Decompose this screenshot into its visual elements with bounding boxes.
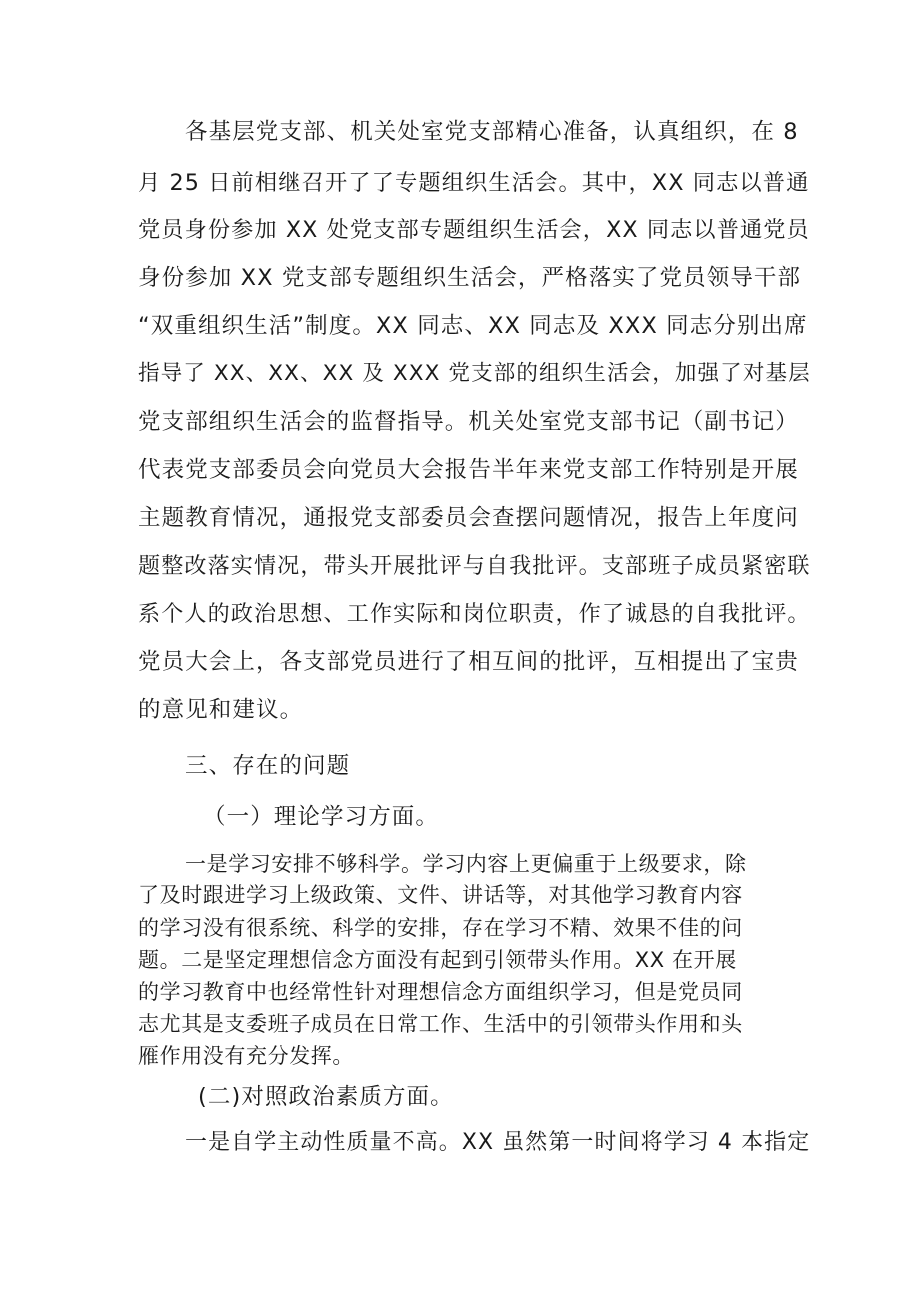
section-heading: 三、存在的问题 <box>185 753 351 779</box>
paragraph-1-line-7: 党支部组织生活会的监督指导。机关处室党支部书记（副书记） <box>138 409 799 435</box>
paragraph-1-line-9: 主题教育情况，通报党支部委员会查摆问题情况，报告上年度问 <box>138 505 799 531</box>
paragraph-1-line-6: 指导了 XX、XX、XX 及 XXX 党支部的组织生活会，加强了对基层 <box>138 361 811 386</box>
paragraph-1-line-1: 各基层党支部、机关处室党支部精心准备，认真组织，在 8 <box>185 119 799 145</box>
paragraph-2-line-7: 雁作用没有充分发挥。 <box>138 1044 354 1068</box>
paragraph-1-line-4: 身份参加 XX 党支部专题组织生活会，严格落实了党员领导干部 <box>138 265 802 291</box>
paragraph-2-line-3: 的学习没有很系统、科学的安排，存在学习不精、效果不佳的问 <box>138 916 743 940</box>
paragraph-1-line-12: 党员大会上，各支部党员进行了相互间的批评，互相提出了宝贵 <box>138 649 799 675</box>
paragraph-1-line-11: 系个人的政治思想、工作实际和岗位职责，作了诚恳的自我批评。 <box>138 601 811 627</box>
paragraph-2-line-1: 一是学习安排不够科学。学习内容上更偏重于上级要求，除 <box>185 852 747 876</box>
paragraph-2-line-5: 的学习教育中也经常性针对理想信念方面组织学习，但是党员同 <box>138 980 743 1004</box>
paragraph-1-line-13: 的意见和建议。 <box>138 697 304 723</box>
subheading-theory-study: （一）理论学习方面。 <box>203 804 440 830</box>
paragraph-1-line-10: 题整改落实情况，带头开展批评与自我批评。支部班子成员紧密联 <box>138 553 811 579</box>
paragraph-1-line-5: “双重组织生活”制度。XX 同志、XX 同志及 XXX 同志分别出席 <box>138 313 808 339</box>
paragraph-1-line-3: 党员身份参加 XX 处党支部专题组织生活会，XX 同志以普通党员 <box>138 217 810 243</box>
paragraph-2-line-4: 题。二是坚定理想信念方面没有起到引领带头作用。XX 在开展 <box>138 948 737 972</box>
paragraph-3-line-1: 一是自学主动性质量不高。XX 虽然第一时间将学习 4 本指定 <box>185 1130 811 1155</box>
paragraph-1-line-8: 代表党支部委员会向党员大会报告半年来党支部工作特别是开展 <box>138 457 799 483</box>
paragraph-1-line-2: 月 25 日前相继召开了了专题组织生活会。其中，XX 同志以普通 <box>138 170 810 196</box>
paragraph-2-line-2: 了及时跟进学习上级政策、文件、讲话等，对其他学习教育内容 <box>138 883 743 907</box>
paragraph-2-line-6: 志尤其是支委班子成员在日常工作、生活中的引领带头作用和头 <box>138 1012 743 1036</box>
subheading-political-quality: (二)对照政治素质方面。 <box>198 1084 454 1110</box>
